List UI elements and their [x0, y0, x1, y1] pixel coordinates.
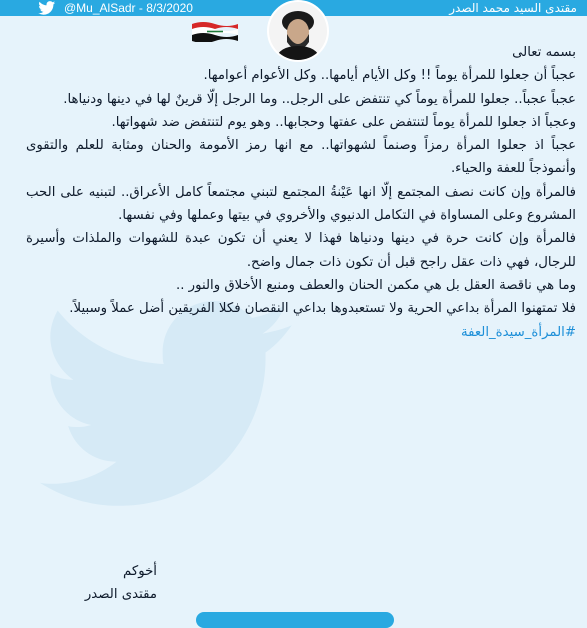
hashtag-link[interactable]: #المرأة_سيدة_العفة — [461, 324, 576, 340]
signature-block — [85, 560, 157, 607]
paragraph-6: فالمرأة وإن كانت حرة في دينها ودنياها فهذا لا يعني أن تكون عبدة للشهوات والملذات وأسيرة للرجال، فهي ذات عقل راجح قبل أن تكون ذات جمال واضح. — [26, 231, 576, 270]
paragraph-4: عجباً اذ جعلوا المرأة رمزاً وصنماً لشهواتها.. مع انها رمز الأمومة والحنان ومثابة للعلم والتقوى وأنموذجاً للعفة والحياء. — [26, 138, 576, 177]
account-name[interactable]: مقتدى السيد محمد الصدر — [449, 1, 577, 15]
paragraph-5: فالمرأة وإن كانت نصف المجتمع إلّا انها عَيْنةُ المجتمع لتبني مجتمعاً كامل الأعراق.. لتبنيه على الحب المشروع وعلى المساواة في التكامل الدنيوي والأخروي في بيتها وعملها وفي نفسها. — [26, 184, 576, 224]
paragraph-2: عجباً عجباً.. جعلوا للمرأة يوماً كي تنتفض على الرجل.. وما الرجل إلّا قرينٌ لها في دينها ودنياها. — [63, 91, 576, 107]
signature-line-1: أخوكم — [123, 564, 157, 579]
twitter-handle-date[interactable]: @Mu_AlSadr - 8/3/2020 — [64, 1, 193, 15]
tweet-body — [26, 41, 576, 344]
paragraph-7: وما هي ناقصة العقل بل هي مكمن الحنان والعطف ومنبع الأخلاق والنور .. — [175, 277, 576, 293]
iraq-flag-icon — [192, 20, 238, 42]
paragraph-1: عجباً أن جعلوا للمرأة يوماً !! وكل الأيام أيامها.. وكل الأعوام أعوامها. — [203, 68, 576, 84]
twitter-bird-icon — [38, 1, 56, 15]
paragraph-8: فلا تمتهنوا المرأة بداعي الحرية ولا تستعبدوها بداعي النقصان فكلا الفريقين أضل عملاً وسبيلاً. — [69, 301, 576, 317]
paragraph-3: وعجباً اذ جعلوا للمرأة يوماً لتنتفض على عفتها وحجابها.. وهو يوم لتنتفض ضد شهواتها. — [111, 114, 576, 130]
basmala-line: بسمه تعالى — [512, 45, 576, 60]
signature-line-2: مقتدى الصدر — [84, 587, 157, 603]
bottom-banner — [196, 612, 394, 628]
